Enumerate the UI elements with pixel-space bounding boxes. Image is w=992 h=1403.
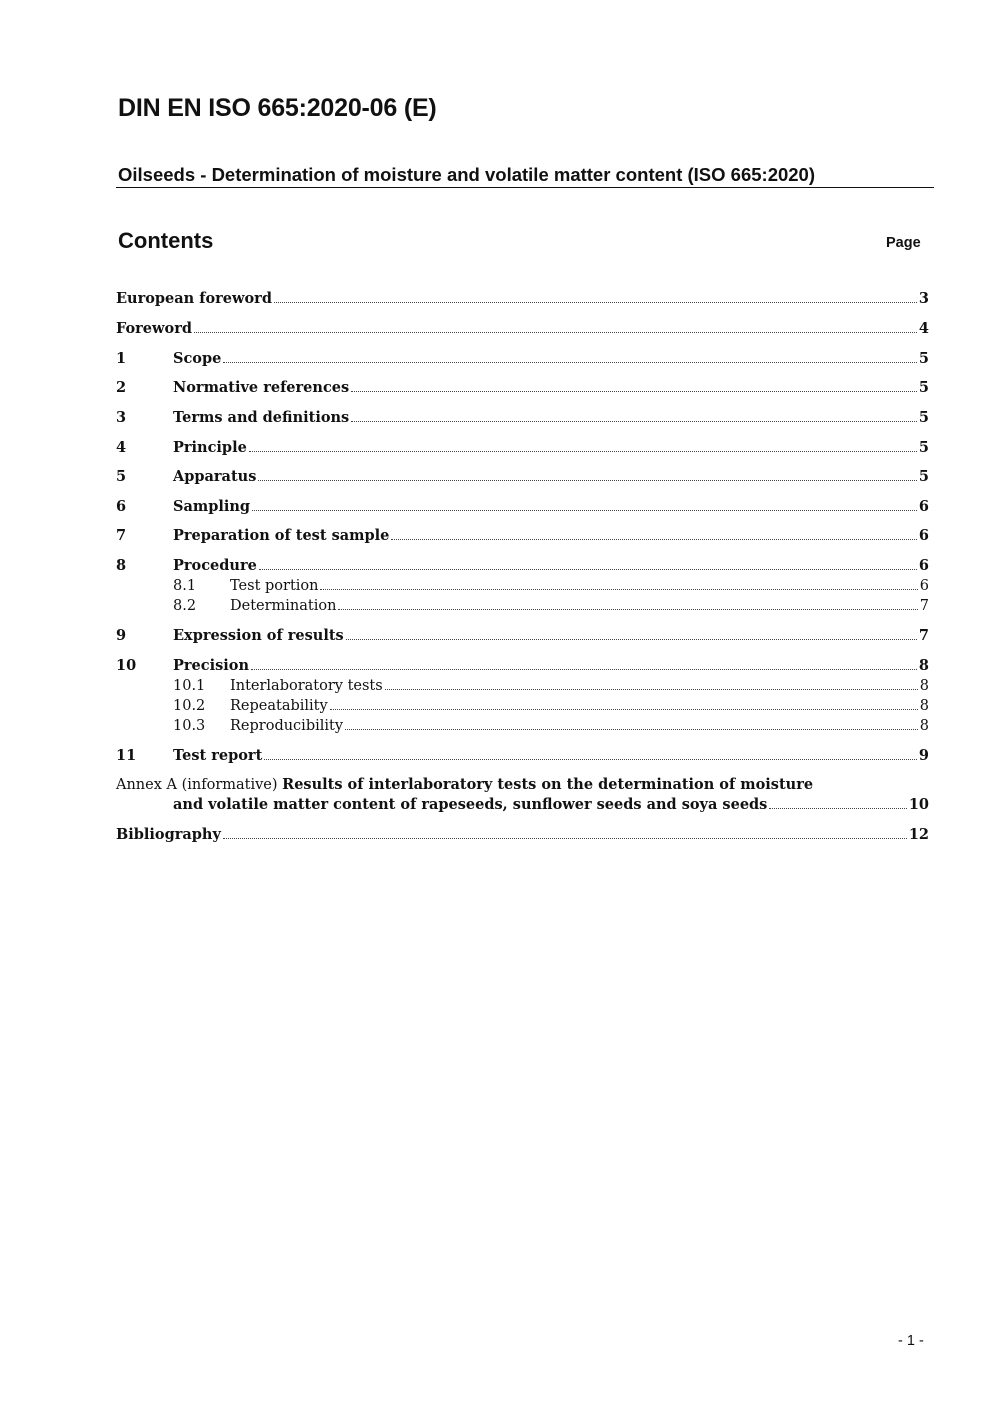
toc-leader-dots [223,838,907,839]
toc-entry-page: 5 [918,379,929,396]
toc-entry-page: 3 [918,290,929,307]
toc-entry-page: 8 [919,718,929,734]
annex-title-line-1: Results of interlaboratory tests on the determination of moisture [282,776,814,793]
toc-entry-page: 5 [918,439,929,456]
toc-entry-number: 1 [116,350,127,367]
toc-entry-title: Principle [173,439,247,456]
toc-leader-dots [345,729,918,730]
contents-heading: Contents [118,228,214,253]
toc-leader-dots [194,332,917,333]
toc-entry-page: 7 [919,598,929,614]
toc-entry-page: 10 [908,796,929,813]
toc-entry-bibliography[interactable] [116,821,929,843]
toc-entry-principle[interactable] [116,434,929,456]
toc-entry-number: 11 [116,747,137,764]
toc-entry-page: 6 [918,498,929,515]
annex-prefix: Annex A (informative) [116,777,278,793]
toc-entry-title: Test report [173,747,263,764]
toc-entry-title: Reproducibility [230,718,344,734]
toc-leader-dots [351,391,917,392]
toc-entry-number: 10.1 [173,678,206,694]
toc-entry-title: Apparatus [173,468,257,485]
toc-entry-page: 8 [919,698,929,714]
toc-entry-expression-of-results[interactable] [116,622,929,644]
toc-entry-title: Repeatability [230,698,328,714]
toc-entry-scope[interactable] [116,345,929,367]
toc-entry-page: 6 [918,527,929,544]
toc-entry-number: 10.2 [173,698,206,714]
toc-entry-number: 4 [116,439,127,456]
toc-leader-dots [223,362,917,363]
toc-entry-number: 6 [116,498,127,515]
toc-leader-dots [258,480,917,481]
toc-entry-number: 5 [116,468,127,485]
toc-entry-reproducibility[interactable] [173,712,929,734]
title-underline [116,187,934,188]
toc-entry-number: 8.1 [173,578,197,594]
toc-entry-number: 8.2 [173,598,197,614]
toc-leader-dots [330,709,918,710]
toc-leader-dots [249,451,917,452]
toc-entry-page: 5 [918,409,929,426]
toc-entry-title: Scope [173,350,222,367]
toc-entry-page: 12 [908,826,929,843]
toc-entry-title: Test portion [230,578,319,594]
toc-entry-title: Foreword [116,320,192,337]
document-id: DIN EN ISO 665:2020-06 (E) [118,94,437,122]
toc-entry-title: Terms and definitions [173,409,350,426]
toc-entry-title: Determination [230,598,337,614]
toc-entry-test-report[interactable] [116,742,929,764]
page-number: - 1 - [898,1333,924,1349]
toc-leader-dots [391,539,917,540]
toc-entry-number: 2 [116,379,127,396]
toc-entry-number: 8 [116,557,127,574]
toc-entry-european-foreword[interactable] [116,285,929,307]
toc-entry-title: Interlaboratory tests [230,678,383,694]
toc-entry-title: Precision [173,657,249,674]
toc-leader-dots [351,421,917,422]
toc-leader-dots [385,689,918,690]
toc-entry-title: Normative references [173,379,350,396]
toc-leader-dots [259,569,917,570]
toc-entry-apparatus[interactable] [116,463,929,485]
toc-entry-repeatability[interactable] [173,692,929,714]
toc-entry-normative-references[interactable] [116,374,929,396]
toc-entry-title: European foreword [116,290,272,307]
toc-leader-dots [251,669,917,670]
toc-leader-dots [320,589,917,590]
toc-entry-test-portion[interactable] [173,572,929,594]
toc-entry-title: Bibliography [116,826,221,843]
toc-entry-number: 10.3 [173,718,206,734]
toc-entry-foreword[interactable] [116,315,929,337]
toc-entry-page: 4 [918,320,929,337]
toc-entry-page: 6 [919,578,929,594]
toc-entry-title: Sampling [173,498,251,515]
toc-entry-preparation-of-test-sample[interactable] [116,522,929,544]
toc-entry-annex-a-continued[interactable] [173,791,929,813]
toc-entry-page: 5 [918,350,929,367]
toc-leader-dots [264,759,917,760]
toc-entry-determination[interactable] [173,592,929,614]
toc-entry-number: 7 [116,527,127,544]
toc-leader-dots [346,639,917,640]
annex-title-line-2: and volatile matter content of rapeseeds, sunflower seeds and soya seeds [173,796,768,813]
toc-leader-dots [769,808,906,809]
toc-entry-interlaboratory-tests[interactable] [173,672,929,694]
document-title: Oilseeds - Determination of moisture and volatile matter content (ISO 665:2020) [118,164,816,185]
toc-leader-dots [274,302,917,303]
toc-entry-title: Expression of results [173,627,344,644]
page-column-label: Page [886,235,921,251]
toc-entry-page: 8 [919,678,929,694]
toc-entry-annex-a[interactable] [116,771,929,793]
toc-entry-title: Procedure [173,557,257,574]
toc-entry-terms-and-definitions[interactable] [116,404,929,426]
toc-entry-number: 10 [116,657,137,674]
toc-entry-precision[interactable] [116,652,929,674]
toc-entry-procedure[interactable] [116,552,929,574]
toc-leader-dots [252,510,917,511]
toc-entry-sampling[interactable] [116,493,929,515]
toc-entry-title: Preparation of test sample [173,527,390,544]
toc-entry-page: 7 [918,627,929,644]
toc-leader-dots [338,609,917,610]
toc-entry-number: 9 [116,627,127,644]
toc-entry-page: 8 [918,657,929,674]
toc-entry-page: 9 [918,747,929,764]
toc-entry-number: 3 [116,409,127,426]
toc-entry-page: 6 [918,557,929,574]
toc-entry-page: 5 [918,468,929,485]
